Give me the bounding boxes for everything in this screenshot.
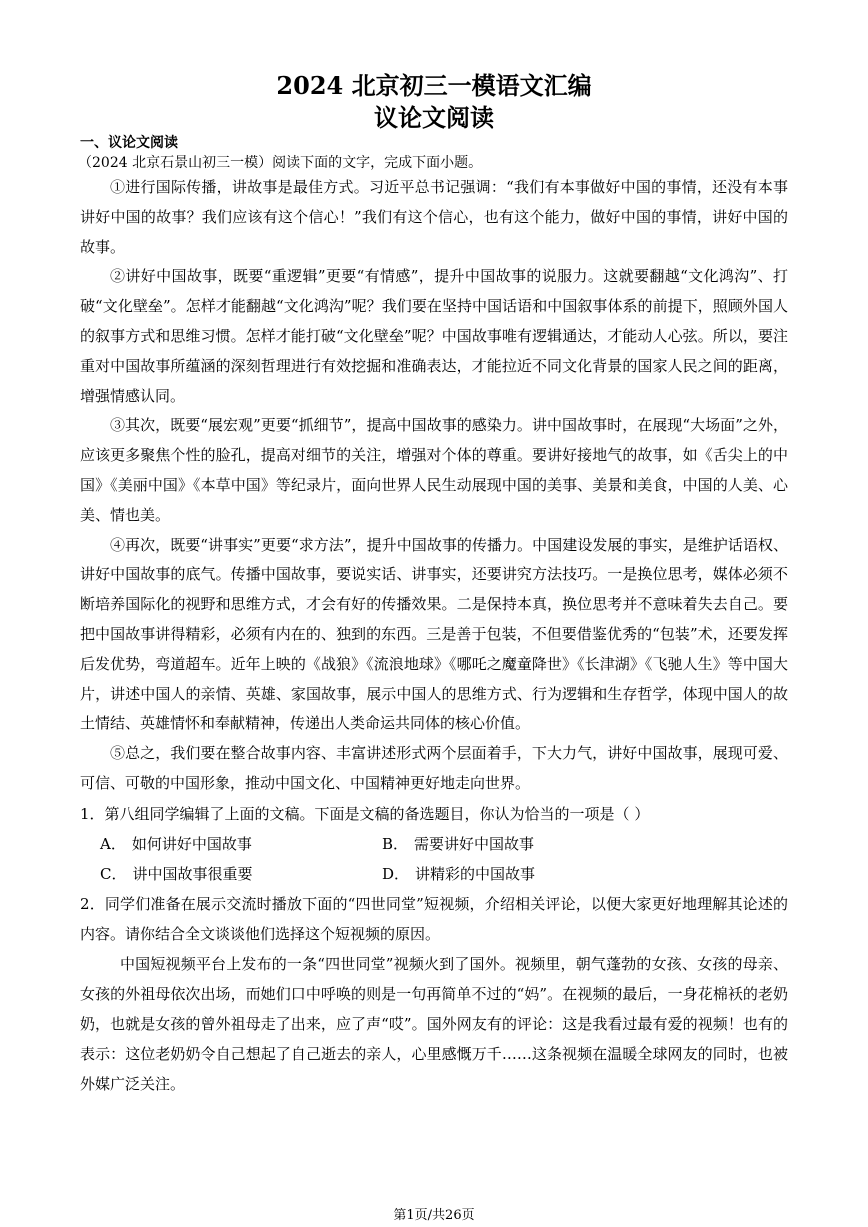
document-title: 2024 北京初三一模语文汇编 [276, 71, 592, 100]
option-c [100, 859, 382, 889]
question-1 [80, 799, 788, 889]
option-d [382, 859, 788, 889]
passage-paragraph-1: ①进行国际传播，讲故事是最佳方式。习近平总书记强调：“我们有本事做好中国的事情，还没有本事讲好中国的故事？我们应该有这个信心！”我们有这个信心，也有这个能力，做好中国的事情，讲好中国的故事。 [80, 178, 788, 256]
document-subtitle: 议论文阅读 [374, 103, 494, 132]
option-b-label: B． [382, 834, 409, 853]
passage-paragraph-3: ③其次，既要“展宏观”更要“抓细节”，提高中国故事的感染力。讲中国故事时，在展现“大场面”之外，应该更多聚焦个性的脸孔，提高对细节的关注，增强对个体的尊重。要讲好接地气的故事，如《舌尖上的中国》《美丽中国》《本草中国》等纪录片，面向世界人民生动展现中国的美事、美景和美食，中国的人美、心美、情也美。 [80, 416, 788, 524]
passage-paragraph-2: ②讲好中国故事，既要“重逻辑”更要“有情感”，提升中国故事的说服力。这就要翻越“文化鸿沟”、打破“文化壁垒”。怎样才能翻越“文化鸿沟”呢？我们要在坚持中国话语和中国叙事体系的前提下，照顾外国人的叙事方式和思维习惯。怎样才能打破“文化壁垒”呢？中国故事唯有逻辑通达，才能动人心弦。所以，要注重对中国故事所蕴涵的深刻哲理进行有效挖掘和准确表达，才能拉近不同文化背景的国家人民之间的距离，增强情感认同。 [80, 267, 788, 405]
question-1-stem: 1．第八组同学编辑了上面的文稿。下面是文稿的备选题目，你认为恰当的一项是（ ） [80, 804, 650, 823]
question-2-stem: 2．同学们准备在展示交流时播放下面的“四世同堂”短视频，介绍相关评论，以便大家更好地理解其论述的内容。请你结合全文谈谈他们选择这个短视频的原因。 [80, 894, 788, 943]
option-a-label: A． [100, 834, 126, 853]
document-body [80, 133, 788, 1099]
source-intro: （2024 北京石景山初三一模）阅读下面的文字，完成下面小题。 [78, 155, 483, 171]
passage-paragraph-5: ⑤总之，我们要在整合故事内容、丰富讲述形式两个层面着手，下大力气，讲好中国故事，展现可爱、可信、可敬的中国形象，推动中国文化、中国精神更好地走向世界。 [80, 744, 788, 792]
question-1-options [80, 829, 788, 889]
question-2 [80, 889, 788, 1099]
option-a [100, 829, 382, 859]
section-heading: 一、议论文阅读 [80, 135, 178, 151]
option-c-text: 讲中国故事很重要 [132, 864, 253, 883]
option-b-text: 需要讲好中国故事 [414, 834, 535, 853]
option-b [382, 829, 788, 859]
option-c-label: C． [100, 864, 127, 883]
question-2-material: 中国短视频平台上发布的一条“四世同堂”视频火到了国外。视频里，朝气蓬勃的女孩、女孩的母亲、女孩的外祖母依次出场，而她们口中呼唤的则是一句再简单不过的“妈”。在视频的最后，一身花棉袄的老奶奶，也就是女孩的曾外祖母走了出来，应了声“哎”。国外网友有的评论：这是我看过最有爱的视频！也有的表示：这位老奶奶令自己想起了自己逝去的亲人，心里感慨万千……这条视频在温暖全球网友的同时，也被外媒广泛关注。 [80, 954, 788, 1093]
title-block [0, 70, 868, 134]
passage-paragraph-4: ④再次，既要“讲事实”更要“求方法”，提升中国故事的传播力。中国建设发展的事实，是维护话语权、讲好中国故事的底气。传播中国故事，要说实话、讲事实，还要讲究方法技巧。一是换位思考，媒体必须不断培养国际化的视野和思维方式，才会有好的传播效果。二是保持本真，换位思考并不意味着失去自己。要把中国故事讲得精彩，必须有内在的、独到的东西。三是善于包装，不但要借鉴优秀的“包装”术，还要发挥后发优势，弯道超车。近年上映的《战狼》《流浪地球》《哪吒之魔童降世》《长津湖》《飞驰人生》等中国大片，讲述中国人的亲情、英雄、家国故事，展示中国人的思维方式、行为逻辑和生存哲学，体现中国人的故土情结、英雄情怀和奉献精神，传递出人类命运共同体的核心价值。 [80, 535, 788, 733]
reading-passage [80, 173, 788, 799]
page-footer: 第1页/共26页 [393, 1208, 475, 1223]
option-d-label: D． [382, 864, 410, 883]
option-a-text: 如何讲好中国故事 [131, 834, 252, 853]
option-d-text: 讲精彩的中国故事 [415, 864, 536, 883]
